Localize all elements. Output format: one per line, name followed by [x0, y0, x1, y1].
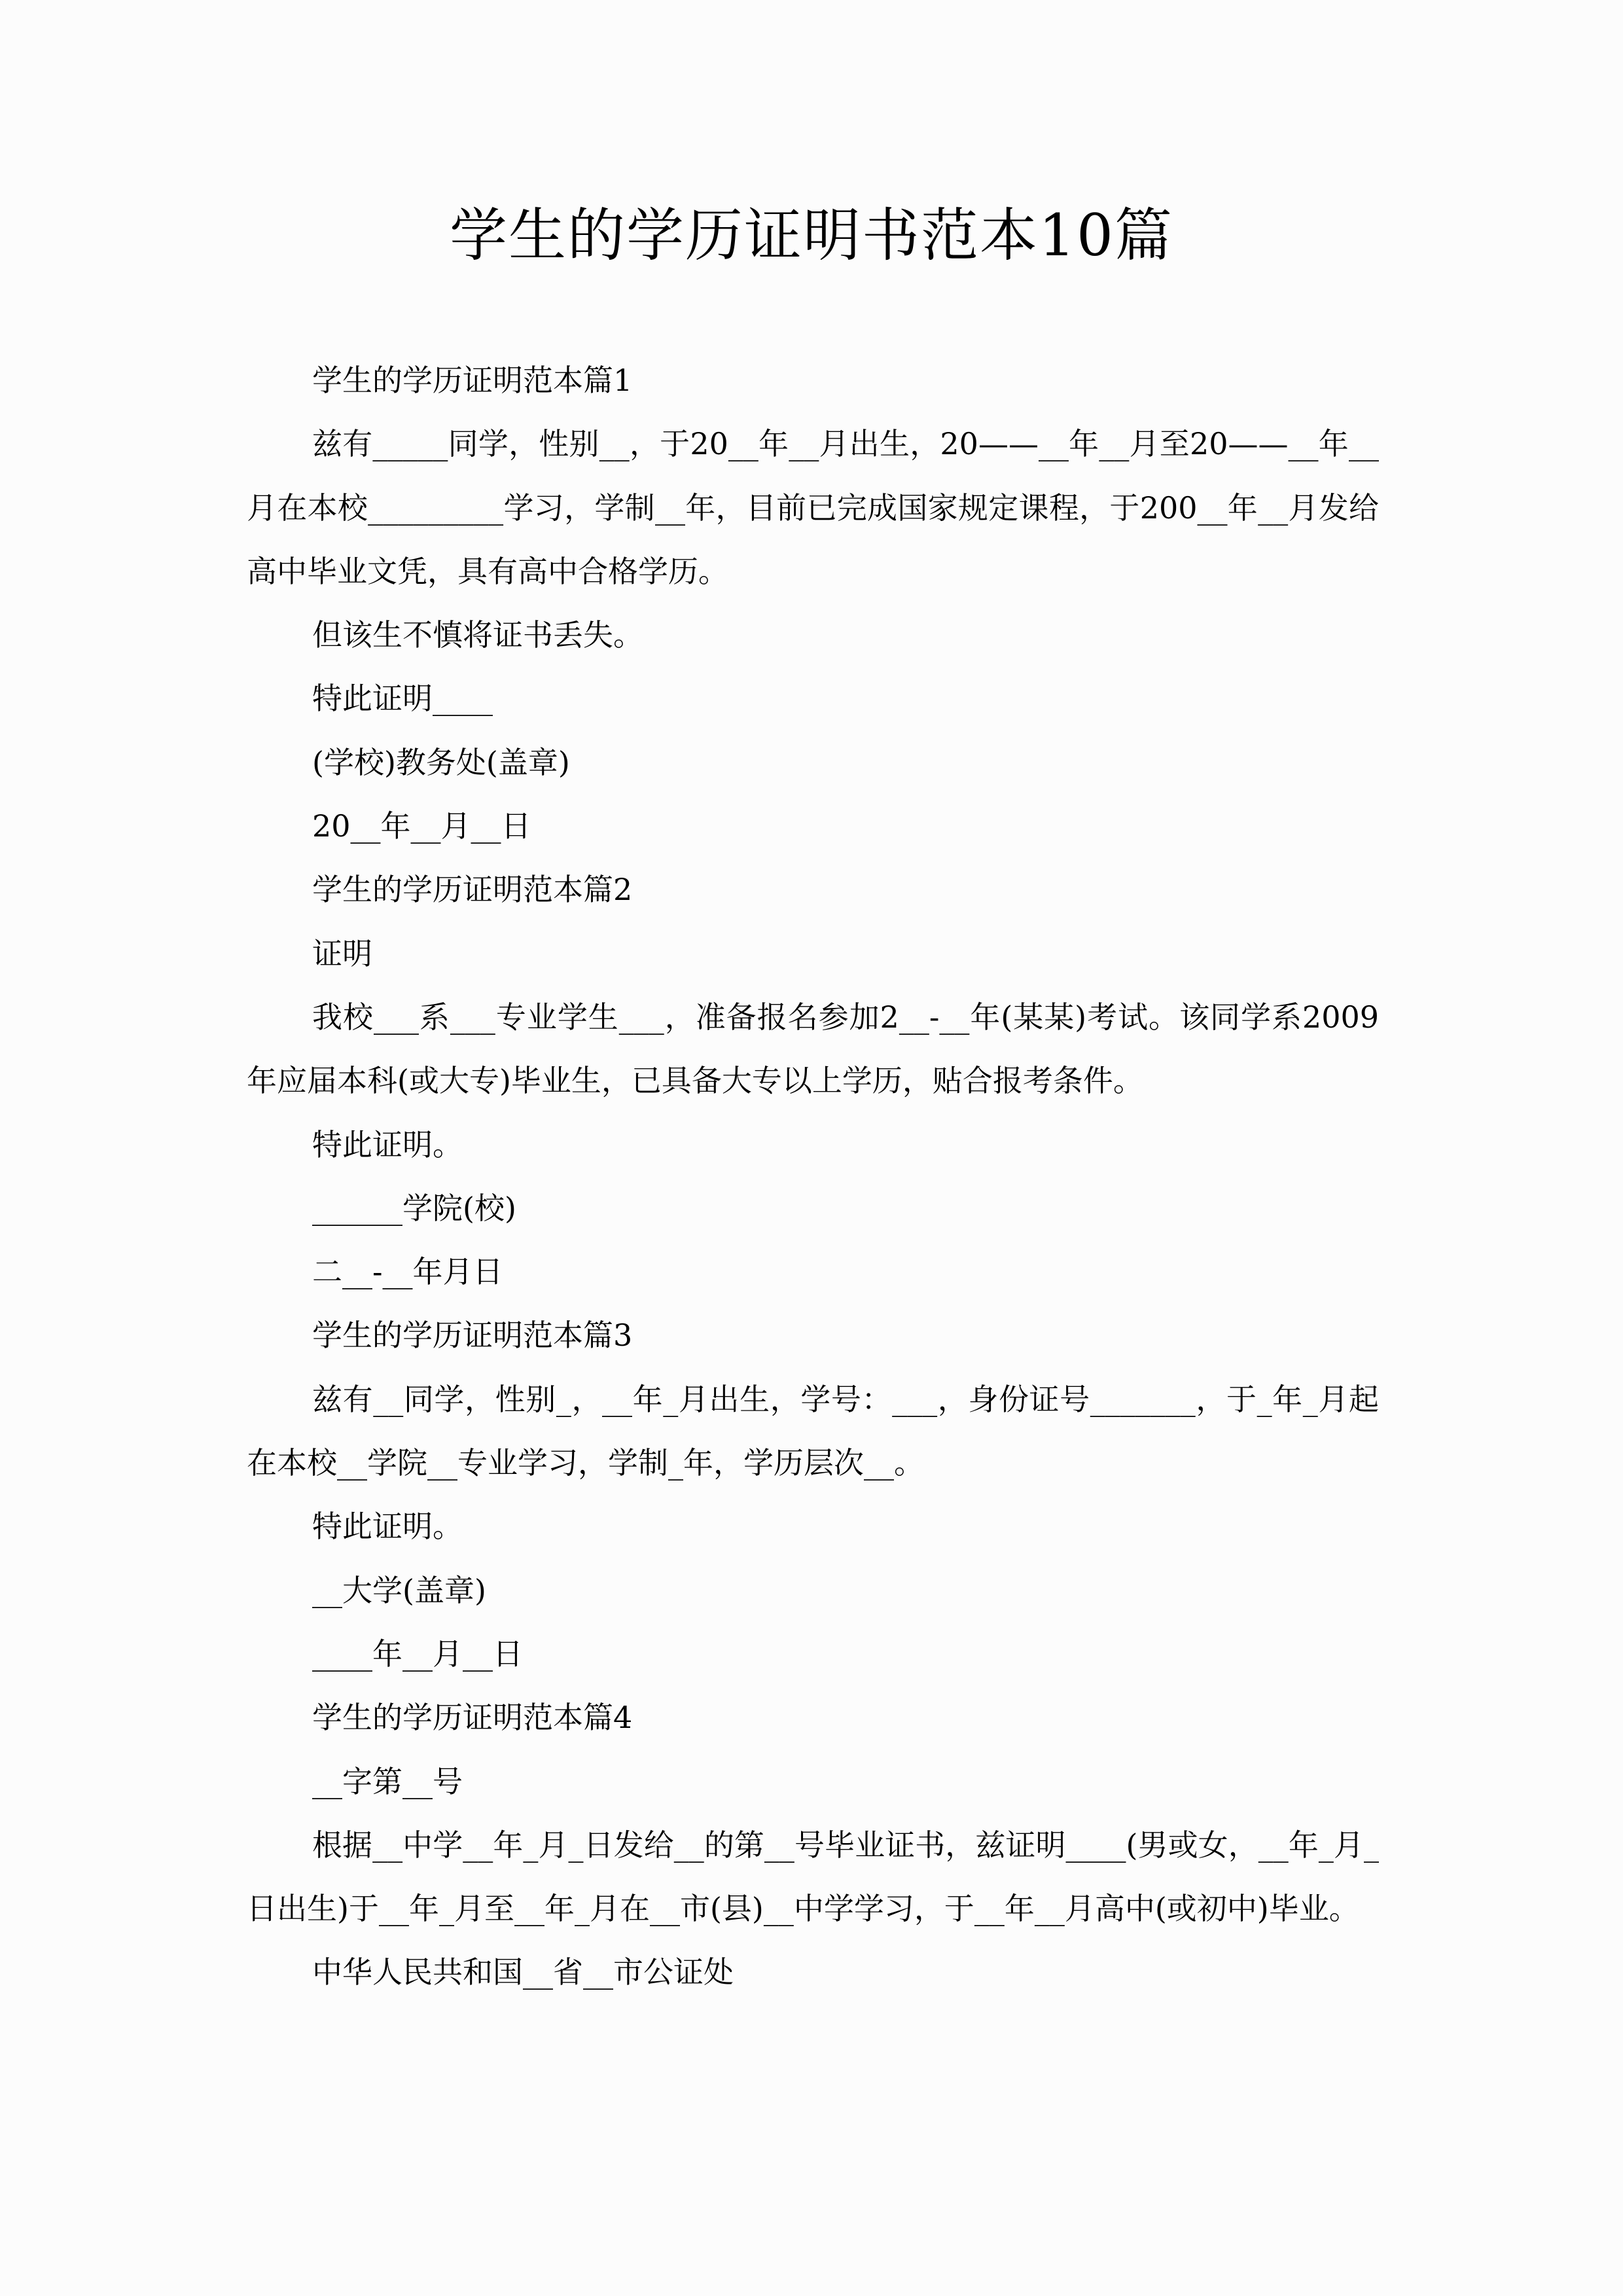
certificate-body-4: 根据__中学__年_月_日发给__的第__号毕业证书，兹证明____(男或女，__年_月_日出生)于__年_月至__年_月在__市(县)__中学学习，于__年__月高中(或初中)毕业。 [247, 1827, 1379, 1927]
section-heading-2: 学生的学历证明范本篇2 [312, 872, 633, 908]
certificate-body-2: 我校___系___专业学生___，准备报名参加2__-__年(某某)考试。该同学系2009年应届本科(或大专)毕业生，已具备大专以上学历，贴合报考条件。 [247, 999, 1379, 1099]
date-line-1: 20__年__月__日 [312, 808, 531, 844]
issuer-3: __大学(盖章) [312, 1572, 486, 1608]
closing-statement-2: 特此证明。 [312, 1126, 463, 1162]
document-title: 学生的学历证明书范本10篇 [450, 202, 1173, 269]
certificate-label-2: 证明 [312, 935, 372, 971]
issuer-4: 中华人民共和国__省__市公证处 [312, 1954, 734, 1990]
certificate-body-3: 兹有__同学，性别_，__年_月出生，学号：___，身份证号_______，于_年_月起在本校__学院__专业学习，学制_年，学历层次__。 [247, 1381, 1380, 1481]
issuer-1: (学校)教务处(盖章) [312, 744, 570, 780]
document-body [247, 349, 1379, 2005]
issuer-2: ______学院(校) [312, 1190, 516, 1226]
closing-statement-1: 特此证明____ [312, 681, 493, 717]
certificate-body-1: 兹有_____同学，性别__，于20__年__月出生，20——__年__月至20——__年__月在本校_________学习，学制__年，目前已完成国家规定课程，于200__年__月发给高中毕业文凭，具有高中合格学历。 [247, 426, 1379, 589]
section-heading-4: 学生的学历证明范本篇4 [312, 1700, 633, 1736]
reference-number-4: __字第__号 [312, 1763, 463, 1799]
section-heading-3: 学生的学历证明范本篇3 [312, 1318, 633, 1354]
date-line-2: 二__-__年月日 [312, 1254, 503, 1290]
closing-statement-3: 特此证明。 [312, 1509, 463, 1545]
note-lost-certificate: 但该生不慎将证书丢失。 [312, 617, 643, 653]
date-line-3: ____年__月__日 [312, 1636, 523, 1672]
section-heading-1: 学生的学历证明范本篇1 [312, 363, 633, 398]
